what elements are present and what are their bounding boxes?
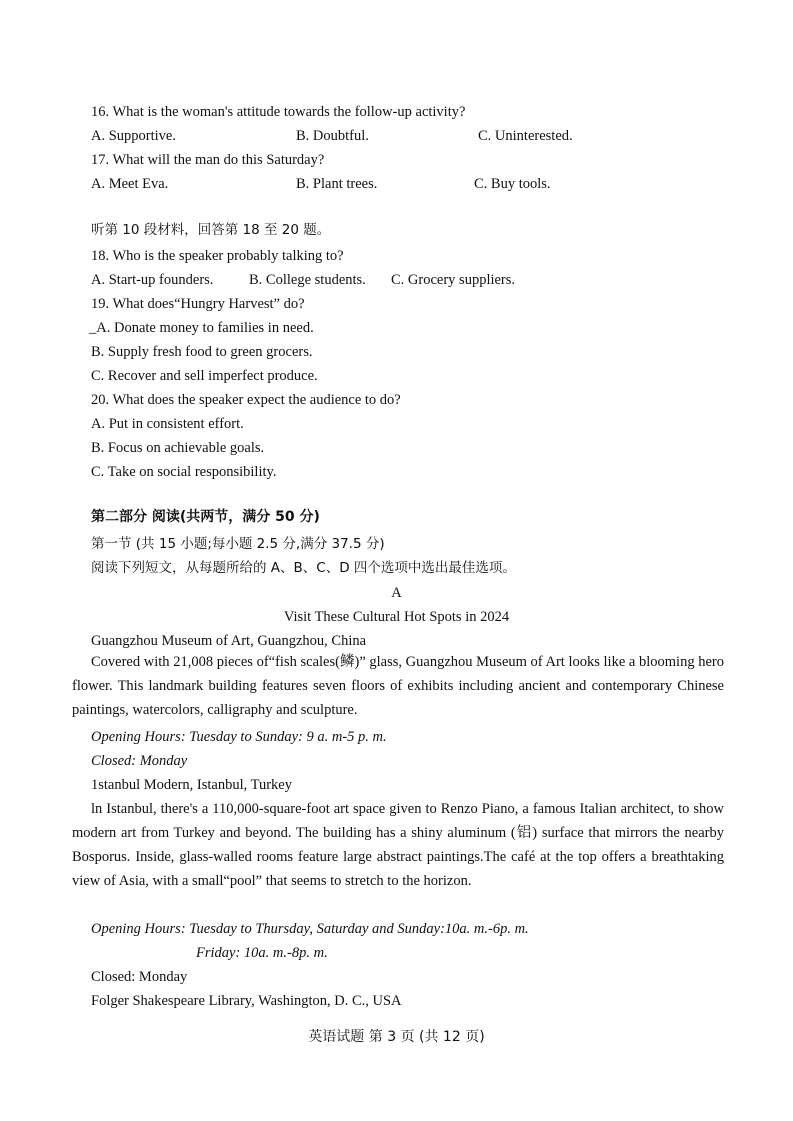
reading-instruction: 阅读下列短文，从每题所给的 A、B、C、D 四个选项中选出最佳选项。	[91, 560, 516, 576]
question-18: 18. Who is the speaker probably talking to?	[91, 248, 344, 264]
option-19a: _A. Donate money to families in need.	[89, 320, 314, 336]
question-17: 17. What will the man do this Saturday?	[91, 152, 325, 168]
istanbul-hours: Opening Hours: Tuesday to Thursday, Saturday and Sunday:10a. m.-6p. m.	[91, 921, 529, 937]
passage-title: Visit These Cultural Hot Spots in 2024	[283, 609, 510, 625]
option-20c: C. Take on social responsibility.	[91, 464, 277, 480]
istanbul-body: ln Istanbul, there's a 110,000-square-foot art space given to Renzo Piano, a famous Italian architect, to show modern art from Turkey and beyond. The building has a shiny aluminum (铝) surface that mirrors the nearby Bosporus. Inside, glass-walled rooms feature large abstract paintings.The café at the top offers a breathtaking view of Asia, with a small“pool” that seems to stretch to the horizon.	[72, 801, 724, 889]
option-18b: B. College students.	[249, 272, 366, 288]
option-19b: B. Supply fresh food to green grocers.	[91, 344, 313, 360]
istanbul-closed: Closed: Monday	[91, 969, 188, 985]
option-19c: C. Recover and sell imperfect produce.	[91, 368, 318, 384]
option-16c: C. Uninterested.	[478, 128, 573, 144]
guangzhou-hours: Opening Hours: Tuesday to Sunday: 9 a. m-5 p. m.	[91, 729, 387, 745]
option-17b: B. Plant trees.	[296, 176, 378, 192]
question-19: 19. What does“Hungry Harvest” do?	[91, 296, 305, 312]
question-16: 16. What is the woman's attitude towards the follow-up activity?	[91, 104, 466, 120]
option-16b: B. Doubtful.	[296, 128, 369, 144]
option-18a: A. Start-up founders.	[91, 272, 214, 288]
reading-part-title: 第二部分 阅读(共两节，满分 50 分)	[91, 509, 320, 525]
guangzhou-closed: Closed: Monday	[91, 753, 188, 769]
option-17c: C. Buy tools.	[474, 176, 551, 192]
instruction-material-10: 听第 10 段材料，回答第 18 至 20 题。	[91, 222, 331, 238]
folger-heading: Folger Shakespeare Library, Washington, D. C., USA	[91, 993, 402, 1009]
istanbul-heading: 1stanbul Modern, Istanbul, Turkey	[91, 777, 292, 793]
reading-section-title: 第一节 (共 15 小题;每小题 2.5 分,满分 37.5 分)	[91, 536, 385, 552]
guangzhou-body: Covered with 21,008 pieces of“fish scales(鳞)” glass, Guangzhou Museum of Art looks like a blooming hero flower. This landmark building features seven floors of exhibits including ancient and contemporary Chinese paintings, watercolors, calligraphy and sculpture.	[72, 654, 724, 718]
passage-letter: A	[391, 585, 402, 601]
question-20: 20. What does the speaker expect the audience to do?	[91, 392, 401, 408]
page-footer: 英语试题 第 3 页 (共 12 页)	[308, 1029, 485, 1045]
option-20a: A. Put in consistent effort.	[91, 416, 244, 432]
option-17a: A. Meet Eva.	[91, 176, 169, 192]
option-16a: A. Supportive.	[91, 128, 176, 144]
guangzhou-heading: Guangzhou Museum of Art, Guangzhou, China	[91, 633, 367, 649]
istanbul-hours-friday: Friday: 10a. m.-8p. m.	[196, 945, 328, 961]
option-20b: B. Focus on achievable goals.	[91, 440, 265, 456]
option-18c: C. Grocery suppliers.	[391, 272, 516, 288]
